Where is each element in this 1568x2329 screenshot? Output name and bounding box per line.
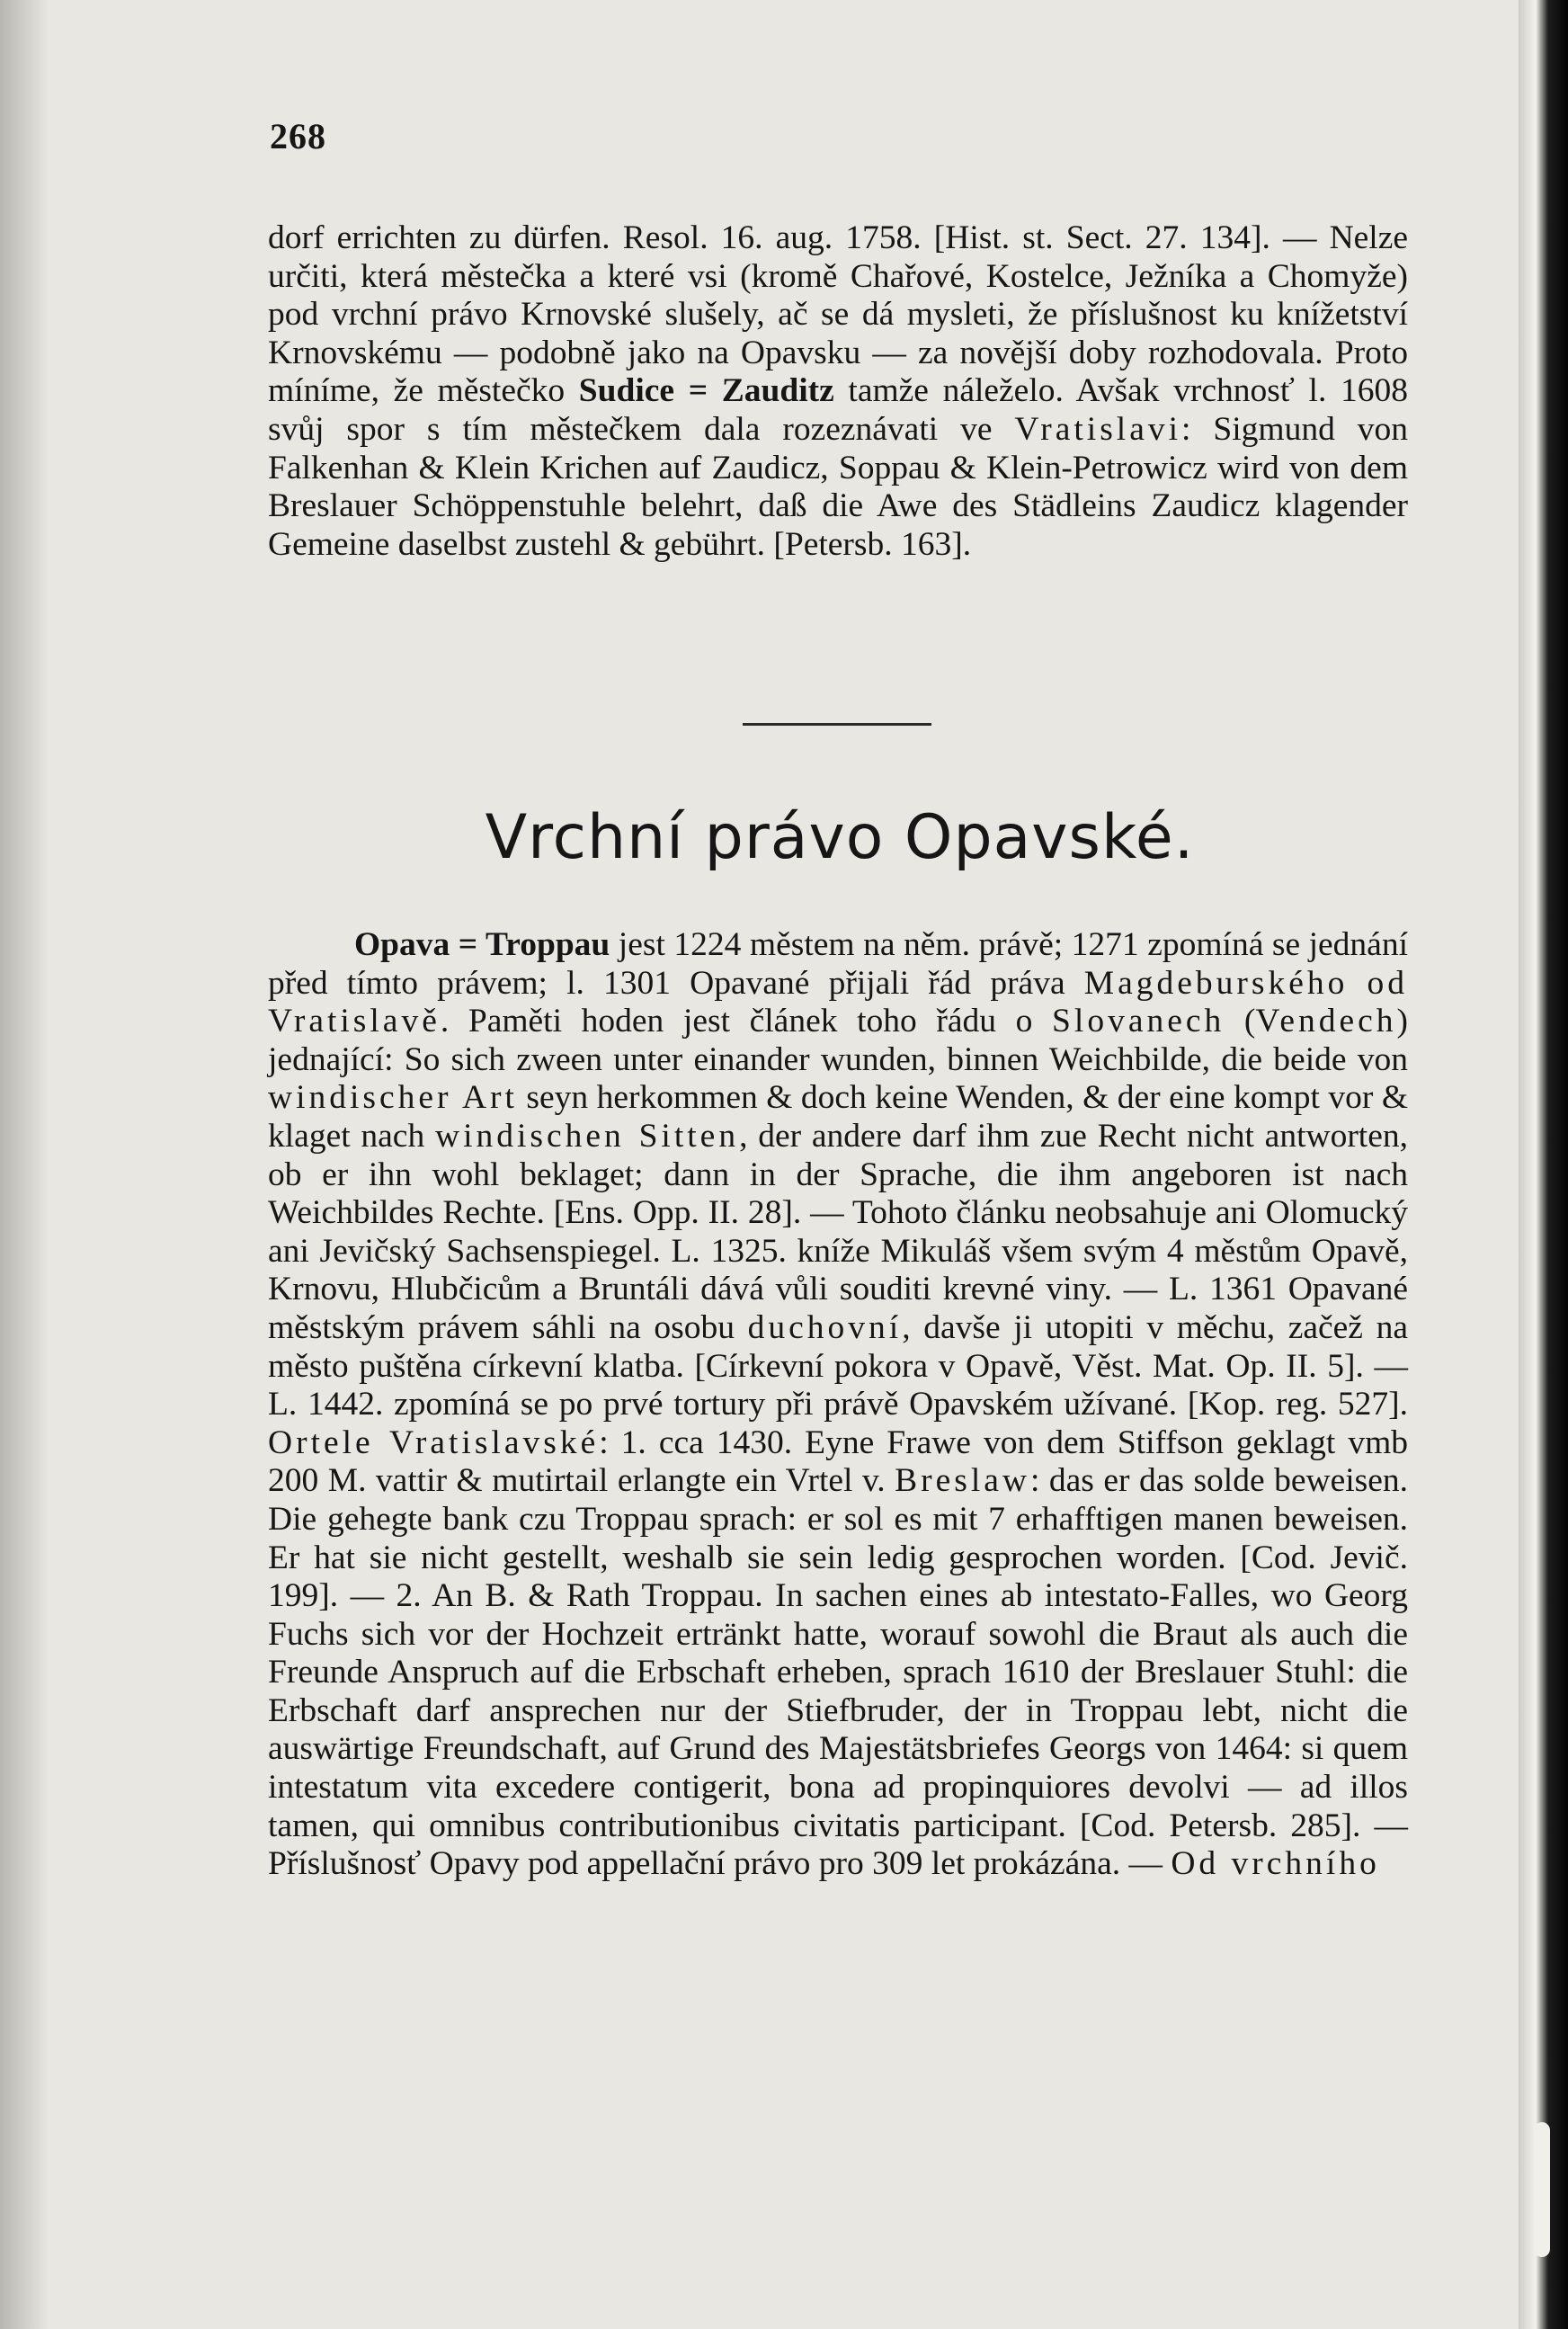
page-number: 268 — [270, 116, 326, 156]
emphasis-ortele: Ortele Vratislavské — [268, 1423, 600, 1461]
book-spine-edge — [1519, 0, 1568, 2329]
place-name-opava: Opava = Troppau — [354, 926, 610, 963]
place-name-sudice: Sudice = Zauditz — [578, 372, 834, 410]
text-run: . Paměti hoden jest článek toho řádu o — [440, 1003, 1053, 1040]
text-run: : Sigmund von Falkenhan & Klein Krichen auf Zaudicz, Soppau & Klein-Petrowicz wird von dem Breslauer Schöppenstuhle belehrt, daß die Awe des Städleins Zaudicz klagender Gemeine daselbst zustehl & gebührt. [Petersb. 163]. — [268, 410, 1408, 563]
emphasis-duchovni: duchovní — [747, 1308, 903, 1346]
emphasis-od-vrchniho: Od vrchního — [1171, 1845, 1380, 1883]
text-run: , davše ji utopiti v měchu, začež na město puštěna církevní klatba. [Církevní pokora v Opavě, Věst. Mat. Op. II. 5]. — L. 1442. zpomíná se po prvé tortury při právě Opavském užívané. [Kop. reg. 527]. — [268, 1308, 1408, 1423]
emphasis-vratislavi: Vratislavi — [1014, 410, 1182, 448]
text-run: : das er das solde beweisen. Die gehegte bank czu Troppau sprach: er sol es mit 7 erhafftigen manen beweisen. Er hat sie nicht gestellt, weshalb sie sein ledig gesprochen worden. [Cod. Jevič. 199]. — 2. An B. & Rath Troppau. In sachen eines ab intestato-Falles, wo Georg Fuchs sich vor der Hochzeit ertränkt hatte, worauf sowohl die Braut als auch die Freunde Anspruch auf die Erbschaft erheben, sprach 1610 der Breslauer Stuhl: die Erbschaft darf ansprechen nur der Stiefbruder, der in Troppau lebt, nicht die auswärtige Freundschaft, auf Grund des Majestätsbriefes Georgs von 1464: si quem intestatum vita excedere contigerit, bona ad propinquiores devolvi — ad illos tamen, qui omnibus contributionibus civitatis participant. [Cod. Petersb. 285]. — Příslušnosť Opavy pod appellační právo pro 309 let prokázána. — — [268, 1462, 1408, 1883]
section-divider — [743, 723, 931, 726]
text-run: jest 1224 městem na něm. právě; 1271 zpomíná se jednání před tímto právem; l. 1301 Opavané přijali řád práva — [268, 926, 1408, 1002]
text-run: ) jednající: So sich zween unter einander wunden, binnen Weichbilde, die beide von — [268, 1003, 1408, 1078]
emphasis-windischer-art: windischer Art — [268, 1079, 518, 1117]
emphasis-slovanech: Slovanech — [1052, 1003, 1225, 1040]
emphasis-breslaw: Breslaw — [895, 1462, 1031, 1500]
emphasis-vendech: Vendech — [1255, 1003, 1397, 1040]
text-run: tamže náleželo. Avšak vrchnosť l. 1608 svůj spor s tím městečkem dala rozeznávati ve — [268, 372, 1408, 448]
paragraph-opava — [268, 926, 1408, 1884]
text-run: dorf errichten zu dürfen. Resol. 16. aug. 1758. [Hist. st. Sect. 27. 134]. — Nelze určiti, která městečka a které vsi (kromě Chařové, Kostelce, Ježníka a Chomyže) pod vrchní právo Krnovské slušely, ač se dá mysleti, že příslušnost ku knížetství Krnovskému — podobně jako na Opavsku — za novější doby rozhodovala. Proto míníme, že městečko — [268, 219, 1408, 410]
emphasis-od-vratislave: od Vratislavě — [268, 964, 1409, 1040]
section-title: Vrchní právo Opavské. — [485, 802, 1195, 873]
paragraph-krnov-continuation — [268, 219, 1408, 564]
emphasis-windischen-sitten: windischen Sitten — [434, 1117, 740, 1155]
text-run: : 1. cca 1430. Eyne Frawe von dem Stiffson geklagt vmb 200 M. vattir & mutirtail erlangte ein Vrtel v. — [268, 1423, 1408, 1500]
text-run: seyn herkommen & doch keine Wenden, & der eine kompt vor & klaget nach — [268, 1079, 1408, 1155]
emphasis-magdeburskeho: Magdeburského — [1083, 964, 1349, 1002]
text-run — [1348, 965, 1367, 1002]
text-run: , der andere darf ihm zue Recht nicht antworten, ob er ihn wohl beklaget; dann in der Sprache, die ihm angeboren ist nach Weichbildes Rechte. [Ens. Opp. II. 28]. — Tohoto článku neobsahuje ani Olomucký ani Jevičský Sachsenspiegel. L. 1325. kníže Mikuláš všem svým 4 městům Opavě, Krnovu, Hlubčicům a Bruntáli dává vůli souditi krevné viny. — L. 1361 Opavané městským právem sáhli na osobu — [268, 1117, 1409, 1346]
text-run: ( — [1225, 1003, 1256, 1040]
